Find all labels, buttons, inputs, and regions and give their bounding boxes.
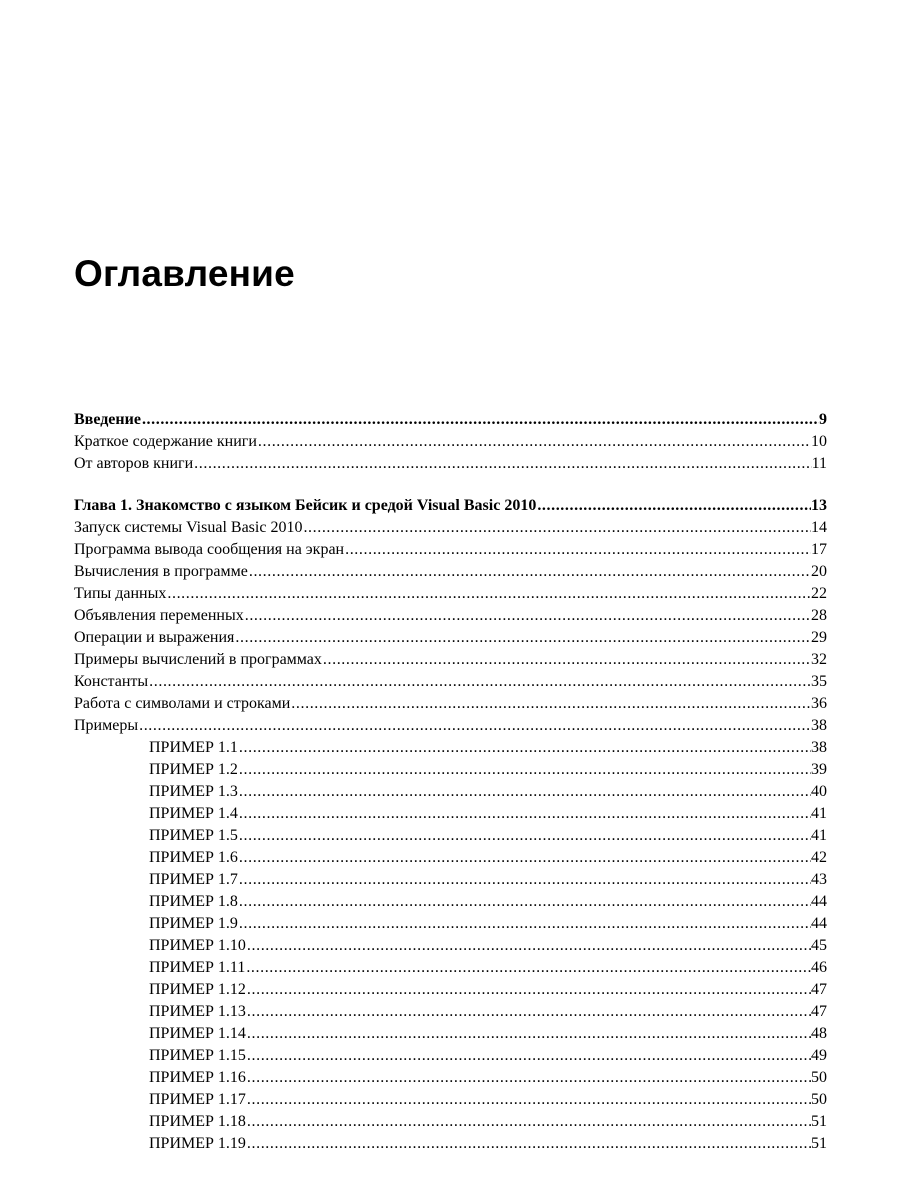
toc-entry-label: ПРИМЕР 1.11 bbox=[149, 959, 246, 976]
dot-leader bbox=[322, 649, 811, 671]
dot-leader bbox=[302, 517, 811, 539]
toc-page-number: 32 bbox=[811, 651, 827, 668]
dot-leader bbox=[238, 781, 811, 803]
dot-leader bbox=[238, 803, 811, 825]
toc-section-intro[interactable] bbox=[74, 409, 827, 431]
toc-example-entry[interactable] bbox=[74, 891, 827, 913]
chapter-1-examples bbox=[74, 737, 827, 1155]
toc-page-number: 50 bbox=[811, 1069, 827, 1086]
toc-page-number: 14 bbox=[811, 519, 827, 536]
dot-leader bbox=[246, 1089, 811, 1111]
toc-entry-label: Работа с символами и строками bbox=[74, 695, 291, 712]
toc-entry-label: ПРИМЕР 1.8 bbox=[149, 893, 238, 910]
toc-entry-label: ПРИМЕР 1.2 bbox=[149, 761, 238, 778]
toc-page-number: 51 bbox=[811, 1135, 827, 1152]
toc-example-entry[interactable] bbox=[74, 1001, 827, 1023]
dot-leader bbox=[246, 1045, 811, 1067]
toc-entry[interactable] bbox=[74, 431, 827, 453]
toc-page-number: 47 bbox=[811, 1003, 827, 1020]
toc-entry[interactable] bbox=[74, 627, 827, 649]
toc-page-number: 41 bbox=[811, 827, 827, 844]
dot-leader bbox=[536, 495, 811, 517]
toc-entry-label: ПРИМЕР 1.16 bbox=[149, 1069, 246, 1086]
toc-page-number: 45 bbox=[811, 937, 827, 954]
toc-page-number: 38 bbox=[811, 717, 827, 734]
toc-entry[interactable] bbox=[74, 649, 827, 671]
dot-leader bbox=[193, 453, 811, 475]
toc-entry-label: Константы bbox=[74, 673, 149, 690]
dot-leader bbox=[246, 1133, 811, 1155]
toc-page-number: 20 bbox=[811, 563, 827, 580]
dot-leader bbox=[238, 869, 811, 891]
dot-leader bbox=[138, 715, 811, 737]
toc-entry-label: Операции и выражения bbox=[74, 629, 235, 646]
dot-leader bbox=[246, 1001, 811, 1023]
toc-example-entry[interactable] bbox=[74, 781, 827, 803]
toc-entry-label: Примеры вычислений в программах bbox=[74, 651, 322, 668]
dot-leader bbox=[246, 1111, 811, 1133]
toc-entry-label: Объявления переменных bbox=[74, 607, 244, 624]
toc-entry-label: ПРИМЕР 1.19 bbox=[149, 1135, 246, 1152]
toc-entry-label: Запуск системы Visual Basic 2010 bbox=[74, 519, 303, 536]
toc-page-number: 47 bbox=[811, 981, 827, 998]
dot-leader bbox=[246, 1023, 811, 1045]
toc-entry-label: ПРИМЕР 1.4 bbox=[149, 805, 238, 822]
dot-leader bbox=[238, 825, 811, 847]
toc-entry-label: ПРИМЕР 1.15 bbox=[149, 1047, 246, 1064]
toc-example-entry[interactable] bbox=[74, 825, 827, 847]
toc-example-entry[interactable] bbox=[74, 759, 827, 781]
toc-entry-label: ПРИМЕР 1.6 bbox=[149, 849, 238, 866]
toc-entry-label: ПРИМЕР 1.12 bbox=[149, 981, 246, 998]
toc-example-entry[interactable] bbox=[74, 1067, 827, 1089]
toc-example-entry[interactable] bbox=[74, 913, 827, 935]
toc-page-number: 35 bbox=[811, 673, 827, 690]
toc-entry-label: Примеры bbox=[74, 717, 139, 734]
dot-leader bbox=[238, 737, 811, 759]
dot-leader bbox=[248, 561, 811, 583]
toc-entry[interactable] bbox=[74, 693, 827, 715]
toc-entry-label: Программа вывода сообщения на экран bbox=[74, 541, 345, 558]
toc-page-number: 46 bbox=[811, 959, 827, 976]
toc-entry[interactable] bbox=[74, 671, 827, 693]
toc-example-entry[interactable] bbox=[74, 1045, 827, 1067]
toc-example-entry[interactable] bbox=[74, 847, 827, 869]
table-of-contents bbox=[74, 409, 827, 1155]
toc-entry[interactable] bbox=[74, 715, 827, 737]
dot-leader bbox=[238, 891, 811, 913]
toc-example-entry[interactable] bbox=[74, 869, 827, 891]
toc-example-entry[interactable] bbox=[74, 957, 827, 979]
dot-leader bbox=[166, 583, 811, 605]
dot-leader bbox=[245, 957, 811, 979]
dot-leader bbox=[148, 671, 811, 693]
toc-example-entry[interactable] bbox=[74, 803, 827, 825]
toc-chapter-1[interactable] bbox=[74, 495, 827, 517]
toc-page-number: 43 bbox=[811, 871, 827, 888]
toc-entry[interactable] bbox=[74, 517, 827, 539]
toc-example-entry[interactable] bbox=[74, 1111, 827, 1133]
toc-page-number: 29 bbox=[811, 629, 827, 646]
toc-page-number: 39 bbox=[811, 761, 827, 778]
chapter-1-entries bbox=[74, 517, 827, 737]
toc-page-number: 11 bbox=[811, 455, 827, 472]
dot-leader bbox=[246, 1067, 811, 1089]
toc-page-number: 42 bbox=[811, 849, 827, 866]
toc-example-entry[interactable] bbox=[74, 1023, 827, 1045]
section-spacer bbox=[74, 475, 827, 495]
toc-page-number: 36 bbox=[811, 695, 827, 712]
dot-leader bbox=[290, 693, 811, 715]
dot-leader bbox=[246, 979, 811, 1001]
toc-example-entry[interactable] bbox=[74, 979, 827, 1001]
toc-page-number: 51 bbox=[811, 1113, 827, 1130]
toc-entry-label: ПРИМЕР 1.7 bbox=[149, 871, 238, 888]
toc-page-number: 50 bbox=[811, 1091, 827, 1108]
toc-page-number: 28 bbox=[811, 607, 827, 624]
dot-leader bbox=[244, 605, 811, 627]
toc-entry-label: Типы данных bbox=[74, 585, 167, 602]
toc-entry-label: ПРИМЕР 1.5 bbox=[149, 827, 238, 844]
toc-entry-label: Глава 1. Знакомство с языком Бейсик и средой Visual Basic 2010 bbox=[74, 497, 537, 514]
toc-page-number: 13 bbox=[811, 497, 827, 514]
toc-entry[interactable] bbox=[74, 453, 827, 475]
toc-page-number: 44 bbox=[811, 893, 827, 910]
toc-page-number: 22 bbox=[811, 585, 827, 602]
toc-page-number: 44 bbox=[811, 915, 827, 932]
toc-page-number: 10 bbox=[811, 433, 827, 450]
toc-example-entry[interactable] bbox=[74, 1089, 827, 1111]
dot-leader bbox=[246, 935, 811, 957]
toc-page-number: 48 bbox=[811, 1025, 827, 1042]
toc-entry[interactable] bbox=[74, 605, 827, 627]
toc-entry-label: ПРИМЕР 1.1 bbox=[149, 739, 238, 756]
toc-entry-label: ПРИМЕР 1.17 bbox=[149, 1091, 246, 1108]
toc-example-entry[interactable] bbox=[74, 935, 827, 957]
toc-entry-label: ПРИМЕР 1.10 bbox=[149, 937, 246, 954]
toc-entry-label: ПРИМЕР 1.14 bbox=[149, 1025, 246, 1042]
toc-entry-label: ПРИМЕР 1.18 bbox=[149, 1113, 246, 1130]
dot-leader bbox=[141, 409, 819, 431]
toc-example-entry[interactable] bbox=[74, 737, 827, 759]
dot-leader bbox=[234, 627, 811, 649]
dot-leader bbox=[257, 431, 811, 453]
toc-entry-label: Краткое содержание книги bbox=[74, 433, 257, 450]
toc-page-number: 9 bbox=[819, 411, 827, 428]
toc-page-number: 17 bbox=[811, 541, 827, 558]
toc-page-number: 41 bbox=[811, 805, 827, 822]
dot-leader bbox=[344, 539, 811, 561]
toc-entry-label: Вычисления в программе bbox=[74, 563, 248, 580]
toc-page-number: 40 bbox=[811, 783, 827, 800]
toc-entry-label: ПРИМЕР 1.9 bbox=[149, 915, 238, 932]
toc-entry-label: Введение bbox=[74, 411, 141, 428]
toc-entry[interactable] bbox=[74, 539, 827, 561]
toc-entry[interactable] bbox=[74, 583, 827, 605]
dot-leader bbox=[238, 759, 811, 781]
toc-entry-label: ПРИМЕР 1.3 bbox=[149, 783, 238, 800]
page-title: Оглавление bbox=[74, 253, 295, 294]
toc-entry-label: ПРИМЕР 1.13 bbox=[149, 1003, 246, 1020]
toc-page-number: 38 bbox=[811, 739, 827, 756]
toc-example-entry[interactable] bbox=[74, 1133, 827, 1155]
toc-entry-label: От авторов книги bbox=[74, 455, 194, 472]
toc-page-number: 49 bbox=[811, 1047, 827, 1064]
dot-leader bbox=[238, 847, 811, 869]
toc-entry[interactable] bbox=[74, 561, 827, 583]
dot-leader bbox=[238, 913, 811, 935]
